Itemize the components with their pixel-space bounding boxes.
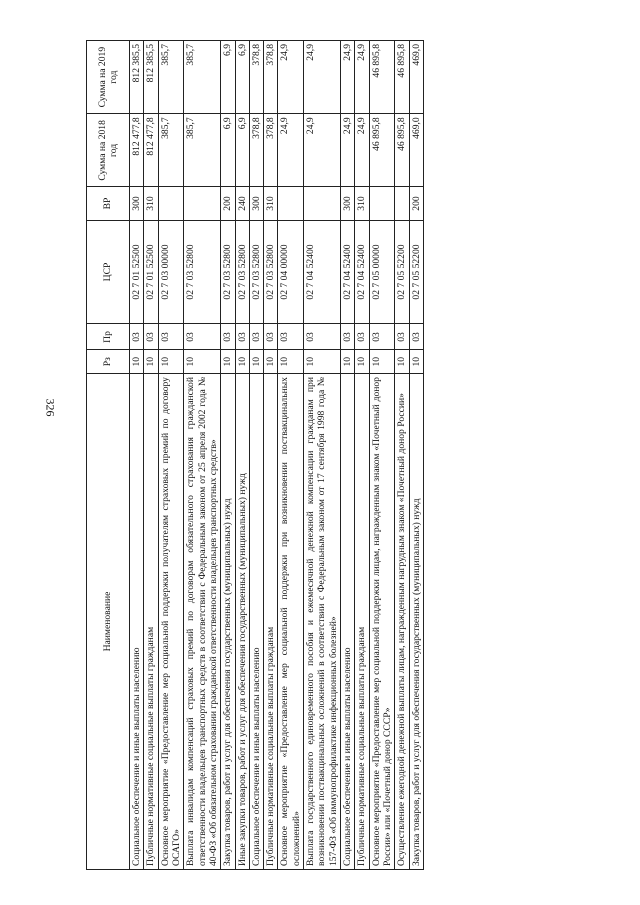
table-row [130,41,144,870]
table-header-row [87,41,130,870]
cell-sum-2018: 469,0 [409,114,423,187]
cell-sum-2019: 24,9 [355,41,369,114]
table-row [221,41,235,870]
table-row [355,41,369,870]
cell-name: Социальное обеспечение и иные выплаты населению [341,374,355,870]
cell-sum-2018: 378,8 [264,114,278,187]
table-row [144,41,158,870]
cell-sum-2019: 378,8 [249,41,263,114]
header-pr: Пр [87,324,130,350]
budget-table [86,40,424,870]
table-row [409,41,423,870]
table-row [249,41,263,870]
cell-name: Основное мероприятие «Предоставление мер социальной поддержки получателям страховых премий по договору ОСАГО» [158,374,184,870]
cell-pr: 03 [249,324,263,350]
cell-csr: 02 7 05 00000 [369,220,395,324]
cell-sum-2018: 6,9 [235,114,249,187]
cell-sum-2019: 24,9 [304,41,341,114]
cell-sum-2019: 378,8 [264,41,278,114]
cell-rz: 10 [395,350,409,374]
cell-name: Закупка товаров, работ и услуг для обеспечения государственных (муниципальных) нужд [409,374,423,870]
cell-rz: 10 [158,350,184,374]
cell-name: Публичные нормативные социальные выплаты гражданам [144,374,158,870]
cell-csr: 02 7 04 52400 [304,220,341,324]
cell-name: Основное мероприятие «Предоставление мер социальной поддержки при возникновении поствакцинальных осложнений» [278,374,304,870]
table-row [278,41,304,870]
cell-sum-2018: 24,9 [355,114,369,187]
cell-pr: 03 [409,324,423,350]
cell-sum-2018: 24,9 [278,114,304,187]
cell-name: Публичные нормативные социальные выплаты гражданам [355,374,369,870]
header-vr: ВР [87,187,130,220]
cell-vr: 300 [341,187,355,220]
cell-rz: 10 [355,350,369,374]
cell-pr: 03 [130,324,144,350]
table-body [130,41,424,870]
header-name: Наименование [87,374,130,870]
cell-sum-2018: 24,9 [304,114,341,187]
cell-sum-2019: 812 385,5 [144,41,158,114]
header-sum-2019: Сумма на 2019 год [87,41,130,114]
cell-csr: 02 7 03 52800 [249,220,263,324]
cell-rz: 10 [369,350,395,374]
table-row [235,41,249,870]
cell-csr: 02 7 01 52500 [144,220,158,324]
cell-csr: 02 7 03 52800 [184,220,221,324]
cell-vr: 310 [355,187,369,220]
cell-vr [158,187,184,220]
cell-pr: 03 [355,324,369,350]
cell-rz: 10 [409,350,423,374]
cell-vr: 310 [264,187,278,220]
cell-csr: 02 7 05 52200 [409,220,423,324]
cell-sum-2018: 812 477,8 [130,114,144,187]
cell-csr: 02 7 05 52200 [395,220,409,324]
cell-rz: 10 [130,350,144,374]
cell-rz: 10 [264,350,278,374]
cell-csr: 02 7 03 52800 [264,220,278,324]
cell-name: Осуществление ежегодной денежной выплаты лицам, награжденным нагрудным знаком «Почетный донор России» [395,374,409,870]
cell-pr: 03 [235,324,249,350]
table-row [158,41,184,870]
cell-pr: 03 [264,324,278,350]
cell-vr: 310 [144,187,158,220]
cell-name: Выплата инвалидам компенсаций страховых премий по договорам обязательного страхования гражданской ответственности владельцев транспортных средств в соответствии с Федеральным законом от 25 апреля 2002 года № 40-ФЗ «Об обязательном страховании гражданской ответственности владельцев транспортных средств» [184,374,221,870]
cell-vr [184,187,221,220]
cell-pr: 03 [221,324,235,350]
table-row [264,41,278,870]
cell-csr: 02 7 01 52500 [130,220,144,324]
cell-csr: 02 7 04 52400 [355,220,369,324]
cell-name: Иные закупки товаров, работ и услуг для обеспечения государственных (муниципальных) нужд [235,374,249,870]
cell-vr: 240 [235,187,249,220]
cell-csr: 02 7 04 52400 [341,220,355,324]
cell-pr: 03 [158,324,184,350]
cell-rz: 10 [278,350,304,374]
cell-pr: 03 [144,324,158,350]
table-row [369,41,395,870]
cell-sum-2019: 24,9 [278,41,304,114]
cell-sum-2019: 6,9 [221,41,235,114]
cell-vr [304,187,341,220]
cell-name: Социальное обеспечение и иные выплаты населению [249,374,263,870]
cell-sum-2019: 46 895,8 [369,41,395,114]
cell-pr: 03 [278,324,304,350]
cell-vr: 200 [409,187,423,220]
header-csr: ЦСР [87,220,130,324]
cell-pr: 03 [184,324,221,350]
table-row [341,41,355,870]
table-container [86,40,606,870]
table-row [184,41,221,870]
table-row [395,41,409,870]
cell-name: Социальное обеспечение и иные выплаты населению [130,374,144,870]
cell-sum-2019: 812 385,5 [130,41,144,114]
cell-vr [395,187,409,220]
cell-rz: 10 [184,350,221,374]
cell-pr: 03 [395,324,409,350]
cell-sum-2019: 385,7 [184,41,221,114]
cell-sum-2018: 385,7 [158,114,184,187]
cell-csr: 02 7 03 52800 [221,220,235,324]
cell-sum-2018: 6,9 [221,114,235,187]
header-rz: Рз [87,350,130,374]
cell-pr: 03 [304,324,341,350]
page-number: 326 [43,398,58,417]
cell-vr [369,187,395,220]
cell-rz: 10 [304,350,341,374]
cell-pr: 03 [341,324,355,350]
cell-sum-2018: 24,9 [341,114,355,187]
cell-sum-2019: 6,9 [235,41,249,114]
cell-sum-2019: 46 895,8 [395,41,409,114]
table-row [304,41,341,870]
cell-sum-2018: 378,8 [249,114,263,187]
cell-sum-2019: 385,7 [158,41,184,114]
cell-rz: 10 [249,350,263,374]
cell-vr: 200 [221,187,235,220]
cell-vr: 300 [130,187,144,220]
cell-name: Закупка товаров, работ и услуг для обеспечения государственных (муниципальных) нужд [221,374,235,870]
cell-rz: 10 [221,350,235,374]
cell-rz: 10 [144,350,158,374]
cell-vr: 300 [249,187,263,220]
header-sum-2018: Сумма на 2018 год [87,114,130,187]
cell-rz: 10 [341,350,355,374]
cell-csr: 02 7 04 00000 [278,220,304,324]
cell-name: Публичные нормативные социальные выплаты гражданам [264,374,278,870]
cell-sum-2019: 469,0 [409,41,423,114]
cell-vr [278,187,304,220]
cell-csr: 02 7 03 00000 [158,220,184,324]
cell-csr: 02 7 03 52800 [235,220,249,324]
cell-pr: 03 [369,324,395,350]
cell-sum-2018: 46 895,8 [369,114,395,187]
cell-sum-2018: 812 477,8 [144,114,158,187]
cell-name: Выплата государственного единовременного пособия и ежемесячной денежной компенсации гражданам при возникновении поствакцинальных осложнений в соответствии с Федеральным законом от 17 сентября 1998 года № 157-ФЗ «Об иммунопрофилактике инфекционных болезней» [304,374,341,870]
cell-name: Основное мероприятие «Предоставление мер социальной поддержки лицам, награжденным знаком «Почетный донор России» или «Почетный донор СССР» [369,374,395,870]
cell-rz: 10 [235,350,249,374]
cell-sum-2018: 385,7 [184,114,221,187]
cell-sum-2018: 46 895,8 [395,114,409,187]
cell-sum-2019: 24,9 [341,41,355,114]
